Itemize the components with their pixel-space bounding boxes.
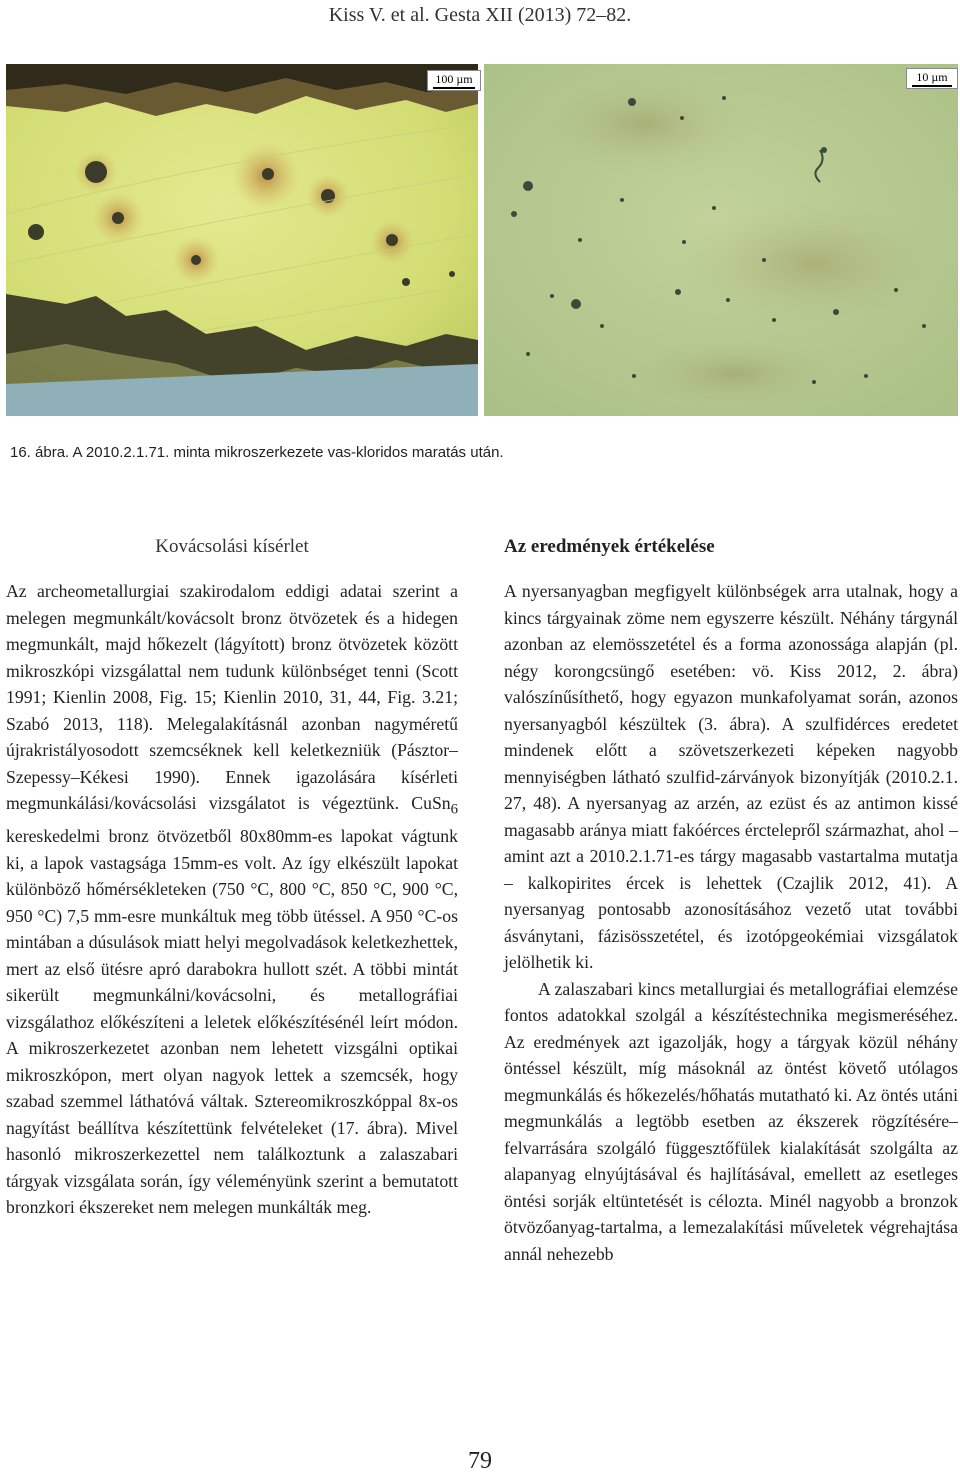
page-number: 79	[468, 1448, 492, 1474]
scale-bar-left	[427, 70, 481, 91]
micrograph-right	[484, 64, 958, 416]
section-heading-results: Az eredmények értékelése	[504, 536, 715, 557]
scale-line-right	[912, 85, 952, 87]
right-column	[504, 536, 958, 1267]
running-head: Kiss V. et al. Gesta XII (2013) 72–82.	[328, 4, 632, 26]
section-heading-experiment: Kovácsolási kísérlet	[155, 536, 309, 557]
paragraph-experiment-part1: Az archeometallurgiai szakirodalom eddigi adatai szerint a melegen megmunkált/kovácsolt bronz ötvözetek és a hidegen megmunkált, majd hőkezelt (lágyított) bronz ötvözetek között mikroszkópi vizsgálattal nem tudunk különbséget tenni (Scott 1991; Kienlin 2008, Fig. 15; Kienlin 2010, 31, 44, Fig. 3.21; Szabó 2013, 118). Melegalakításnál azonban nagyméretű újrakristályosodott szemcséknek kell keletkezniük (Pásztor–Szepessy–Kékesi 1990). Ennek igazolására kísérleti megmunkálási/kovácsolási vizsgálatot is végeztünk.	[6, 581, 458, 813]
paragraph-results-1: A nyersanyagban megfigyelt különbségek arra utalnak, hogy a kincs tárgyainak zöme nem egyszerre készült. Néhány tárgynál azonban az elemösszetétel és a forma azonossága alapján (pl. négy korongcsüngő esetében: vö. Kiss 2012, 2. ábra) valószínűsíthető, hogy egyazon munkafolyamat során, azonos nyersanyagból készültek (3. ábra). A szulfidérces eredetet mindenek előtt a szövetszerkezeti képeken nagyobb mennyiségben látható szulfid-zárványok bizonyítják (2010.2.1. 27, 48). A nyersanyag az arzén, az ezüst és az antimon kissé magasabb aránya miatt fakóérces érctelepről származhat, ahol – amint azt a 2010.2.1.71-es tárgy magasabb vastartalma mutatja – kalkopirites ércek is lehettek (Czajlik 2012, 41). A nyersanyag pontosabb azonosításához vezető utat további ásványtani, fázisösszetétel, és izotópgeokémiai vizsgálatok jelölhetik ki.	[504, 581, 958, 972]
micrograph-left-image	[6, 64, 478, 416]
paragraph-experiment	[6, 578, 458, 1221]
micrograph-right-image	[484, 64, 958, 416]
scale-bar-right	[906, 68, 958, 89]
scale-label-left: 100 µm	[435, 72, 473, 86]
paragraph-experiment-part2: kereskedelmi bronz ötvözetből 80x80mm-es lapokat vágtunk ki, a lapok vastagsága 15mm-es volt. Az így elkészült lapokat különböző hőmérsékleteken (750 °C, 800 °C, 850 °C, 900 °C, 950 °C) 7,5 mm-esre munkáltuk meg több ütéssel. A 950 °C-os mintában a dúsulások miatt helyi megolvadások keletkezhettek, mert az első ütésre apró darabokra hullott szét. A többi mintát sikerült megmunkálni/kovácsolni, és metallográfiai vizsgálathoz előkészíteni a leletek előkészítésénél leírt módon. A mikroszerkezetet azonban nem lehetett vizsgálni optikai mikroszkópon, mert olyan nagyok lettek a szemcsék, hogy szabad szemmel láthatóvá váltak. Sztereomikroszkóppal 8x-os nagyítást beállítva készítettünk felvételeket (17. ábra). Mivel hasonló mikroszerkezettel nem találkoztunk a zalaszabari tárgyak vizsgálata során, így véleményünk szerint a bemutatott bronzkori ékszereket nem melegen munkálták meg.	[6, 826, 458, 1218]
scale-line-left	[433, 87, 475, 89]
alloy-formula-subscript: 6	[450, 801, 458, 818]
paragraph-results-2: A zalaszabari kincs metallurgiai és metallográfiai elemzése fontos adatokkal szolgál a készítéstechnika megismeréséhez. Az eredmények azt igazolják, hogy a tárgyak közül néhány öntéssel készült, míg másoknál az öntést követő utólagos megmunkálás és hőkezelés/hőhatás mutatható ki. Az öntés utáni megmunkálás a legtöbb esetben az ékszerek rögzítésére–felvarrására szolgáló függesztőfülek kialakítását szolgálta az alapanyag elnyújtásával és hajlításával, emellett az esetleges öntési sorják eltüntetését is célozta. Minél nagyobb a bronzok ötvözőanyag-tartalma, a lemezalakítási műveletek végrehajtása annál nehezebb	[504, 978, 958, 1264]
micrograph-left	[6, 64, 478, 416]
figure-caption: 16. ábra. A 2010.2.1.71. minta mikroszerkezete vas-kloridos maratás után.	[10, 444, 504, 461]
scale-label-right: 10 µm	[916, 70, 948, 84]
alloy-formula: CuSn	[411, 793, 451, 813]
left-column	[6, 536, 458, 1221]
